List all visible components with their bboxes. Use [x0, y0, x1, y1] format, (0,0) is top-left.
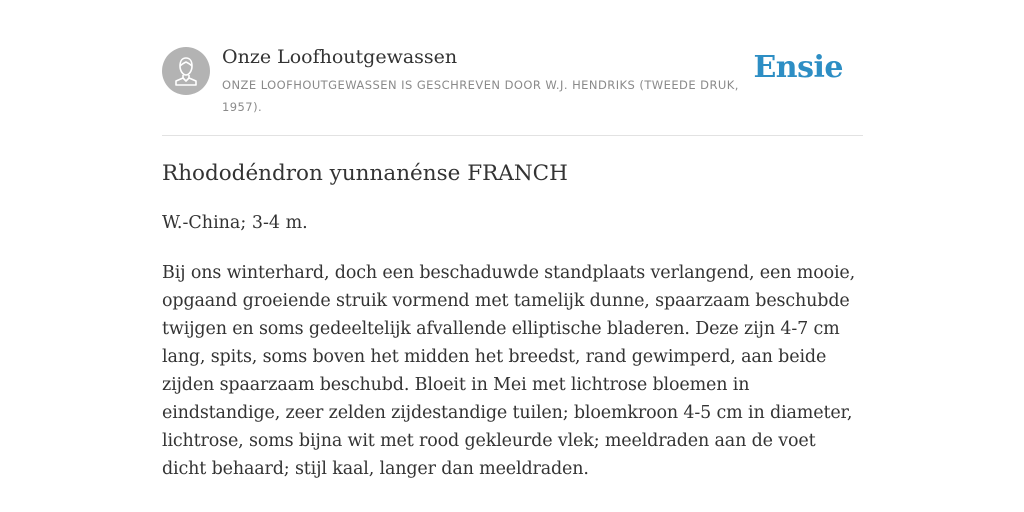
author-description: ONZE LOOFHOUTGEWASSEN IS GESCHREVEN DOOR W.J. HENDRIKS (TWEEDE DRUK, 1957). [222, 78, 739, 114]
entry-card [162, 0, 863, 479]
brand-logo[interactable]: Ensie [753, 50, 843, 85]
user-icon [162, 47, 210, 95]
entry-title: Rhododéndron yunnanénse FRANCH [162, 161, 568, 186]
author-header [162, 0, 863, 136]
avatar[interactable] [162, 47, 210, 95]
entry-body: Bij ons winterhard, doch een beschaduwde standplaats verlangend, een mooie, opgaand groeiende struik vormend met tamelijk dunne, spaarzaam beschubde twijgen en soms gedeeltelijk afvallende elliptische bladeren. Deze zijn 4-7 cm lang, spits, soms boven het midden het breedst, rand gewimperd, aan beide zijden spaarzaam beschubd. Bloeit in Mei met lichtrose bloemen in eindstandige, zeer zelden zijdestandige tuilen; bloemkroon 4-5 cm in diameter, lichtrose, soms bijna wit met rood gekleurde vlek; meeldraden aan de voet dicht behaard; stijl kaal, langer dan meeldraden. [162, 263, 856, 479]
entry-subtitle: W.-China; 3-4 m. [162, 213, 308, 233]
author-name[interactable]: Onze Loofhoutgewassen [222, 46, 458, 68]
